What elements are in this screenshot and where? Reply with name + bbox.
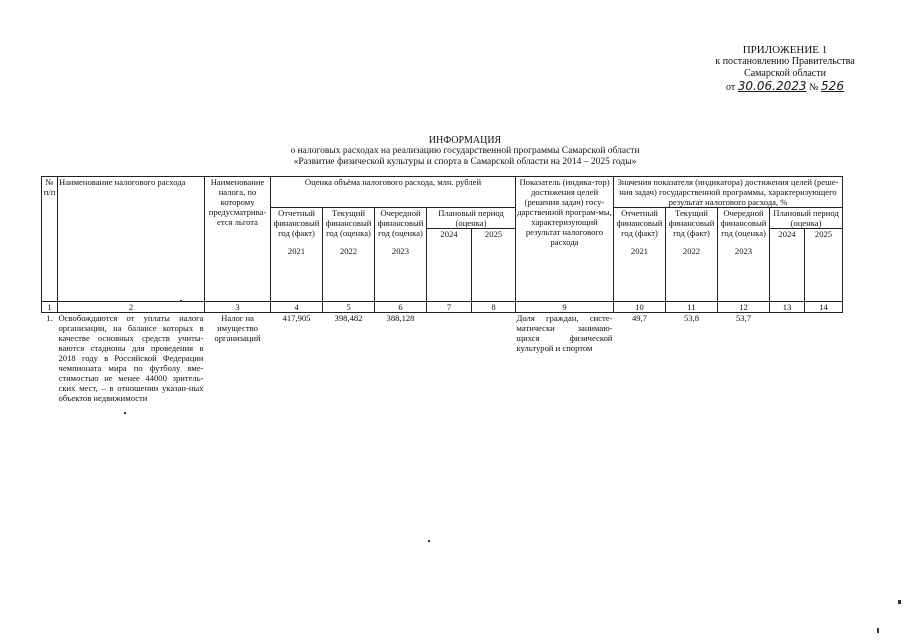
- column-number: 13: [770, 302, 805, 313]
- header-next: [375, 208, 427, 302]
- scan-speck: [877, 628, 879, 633]
- tax-expenditure-table: [41, 176, 843, 403]
- column-number: 2: [58, 302, 205, 313]
- scan-speck: [898, 600, 901, 604]
- row-fact: 417,905: [282, 313, 311, 323]
- header-current-label: Текущий финансовый год (оценка): [325, 208, 372, 238]
- row-2025-value: [805, 313, 843, 404]
- header-current-values-label: Текущий финансовый год (факт): [668, 208, 715, 238]
- row-fact-value: 49,7: [631, 313, 648, 323]
- header-plan-values: Плановый период (оценка): [770, 208, 843, 229]
- header-name: Наименование налогового расхода: [58, 177, 205, 302]
- header-volume: Оценка объёма налогового расхода, млн. рублей: [271, 177, 516, 208]
- row-current: 398,482: [334, 313, 363, 323]
- column-number-row: [42, 302, 843, 313]
- row-current-value: 53,8: [683, 313, 700, 323]
- header-next-label: Очередной финансовый год (оценка): [377, 208, 424, 238]
- header-fact: [271, 208, 323, 302]
- decree-number: 526: [821, 79, 844, 93]
- row-2024-value: [770, 313, 805, 404]
- header-year-2021: 2021: [287, 246, 306, 256]
- column-number: 14: [805, 302, 843, 313]
- header-fact-values: [614, 208, 666, 302]
- column-number: 4: [271, 302, 323, 313]
- appendix-line-3: Самарской области: [744, 68, 826, 79]
- header-next-values: [718, 208, 770, 302]
- header-current: [323, 208, 375, 302]
- table-row: [42, 313, 843, 404]
- column-number: 6: [375, 302, 427, 313]
- header-plan: Плановый период (оценка): [427, 208, 516, 229]
- document-title-block: [150, 135, 780, 168]
- column-number: 10: [614, 302, 666, 313]
- column-number: 3: [205, 302, 271, 313]
- date-prefix: от: [726, 82, 736, 93]
- column-number: 9: [516, 302, 614, 313]
- header-fact-label: Отчетный финансовый год (факт): [273, 208, 320, 238]
- row-next: 388,128: [386, 313, 415, 323]
- header-year-2022: 2022: [339, 246, 358, 256]
- header-values-year-2022: 2022: [682, 246, 701, 256]
- header-next-values-label: Очередной финансовый год (оценка): [720, 208, 767, 238]
- appendix-title: ПРИЛОЖЕНИЕ 1: [742, 44, 828, 56]
- header-year-2023: 2023: [391, 246, 410, 256]
- decree-date: 30.06.2023: [737, 79, 807, 93]
- scan-speck: [428, 540, 430, 542]
- header-values-year-2021: 2021: [630, 246, 649, 256]
- header-values-year-2023: 2023: [734, 246, 753, 256]
- row-indicator: Доля граждан, систе-матически занимаю-щихся физической культурой и спортом: [516, 313, 613, 353]
- document-heading: ИНФОРМАЦИЯ: [428, 135, 502, 146]
- header-fact-values-label: Отчетный финансовый год (факт): [616, 208, 663, 238]
- row-2024: [427, 313, 472, 404]
- header-year-2024: 2024: [427, 229, 472, 302]
- header-year-2025: 2025: [472, 229, 516, 302]
- header-values: Значения показателя (индикатора) достижения целей (реше-ния задач) государственной программы, характеризующего результат налогового расхода, %: [614, 177, 843, 208]
- scan-speck: [124, 412, 126, 414]
- column-number: 8: [472, 302, 516, 313]
- appendix-block: [660, 44, 910, 94]
- column-number: 7: [427, 302, 472, 313]
- document-subtitle-2: «Развитие физической культуры и спорта в Самарской области на 2014 – 2025 годы»: [293, 157, 637, 167]
- column-number: 11: [666, 302, 718, 313]
- row-name: Освобождаются от уплаты налога организации, на балансе которых в качестве основных средств учиты-ваются стадионы для проведения в 2018 году в Российской Федерации чемпионата мира по футболу вме-стимостью не менее 44000 зритель-ских мест, – в отношении указан-ных объектов недвижимости: [58, 313, 204, 403]
- column-number: 5: [323, 302, 375, 313]
- row-tax: Налог на имущество организаций: [214, 313, 261, 343]
- row-2025: [472, 313, 516, 404]
- scan-speck: [180, 300, 182, 302]
- appendix-line-2: к постановлению Правительства: [715, 56, 855, 67]
- header-row-1: [42, 177, 843, 208]
- appendix-date-line: [660, 80, 910, 94]
- column-number: 1: [42, 302, 58, 313]
- header-num: № п/п: [42, 177, 58, 302]
- header-current-values: [666, 208, 718, 302]
- header-values-year-2024: 2024: [770, 229, 805, 302]
- column-number: 12: [718, 302, 770, 313]
- header-tax: Наименование налога, по которому предусматрива-ется льгота: [205, 177, 271, 302]
- row-next-value: 53,7: [735, 313, 752, 323]
- number-prefix: №: [809, 82, 819, 93]
- header-indicator: Показатель (индика-тор) достижения целей (решения задач) госу-дарственной програм-мы, характеризующий результат налогового расхода: [516, 177, 614, 302]
- row-num: 1.: [46, 313, 53, 323]
- document-subtitle-1: о налоговых расходах на реализацию государственной программы Самарской области: [290, 146, 640, 156]
- header-values-year-2025: 2025: [805, 229, 843, 302]
